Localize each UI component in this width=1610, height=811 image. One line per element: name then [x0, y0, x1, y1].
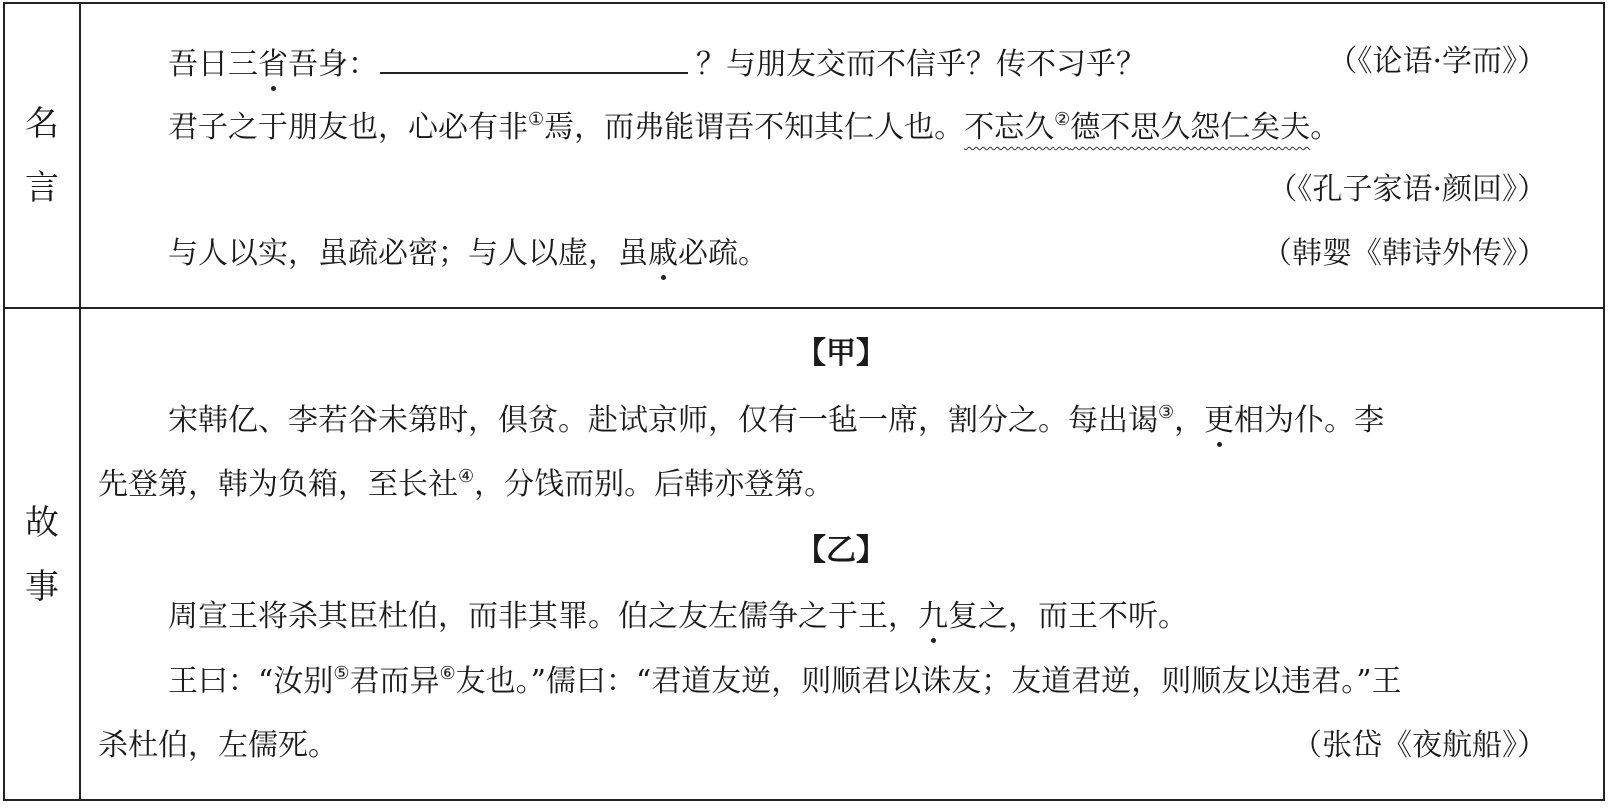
row-divider: [5, 307, 1603, 309]
fill-in-blank[interactable]: [380, 44, 688, 74]
footnote-2: ②: [1054, 109, 1071, 130]
story-yi-source: （张岱《夜航船》）: [1292, 728, 1547, 763]
saying-1: 吾日三省吾身： ？与朋友交而不信乎？传不习乎？: [168, 44, 1146, 85]
story-yi-heading: 【乙】: [796, 533, 886, 568]
story-yi-line-1: 周宣王将杀其臣杜伯，而非其罪。伯之友左儒争之于王，九复之，而王不听。: [168, 597, 1188, 637]
emphasis-dot-char: 省: [258, 45, 288, 85]
story-yi-line-2: 王曰：“汝别⑤君而异⑥友也。”儒曰：“君道友逆，则顺君以诛友；友道君逆，则顺友以违君。”王: [168, 663, 1402, 699]
passage-table: [3, 2, 1605, 801]
saying-2-source: （《孔子家语·颜回》）: [1267, 172, 1547, 207]
section-label-stories: 故 事: [25, 503, 59, 607]
story-jia-line-2: 先登第，韩为负箱，至长社④，分饯而别。后韩亦登第。: [98, 466, 835, 502]
column-divider: [79, 4, 81, 799]
footnote-5: ⑤: [333, 663, 350, 684]
emphasis-dot-char: 九: [918, 597, 948, 637]
emphasis-dot-char: 更: [1204, 401, 1234, 441]
saying-3: 与人以实，虽疏必密；与人以虚，虽戚必疏。: [168, 234, 768, 274]
footnote-3: ③: [1158, 402, 1175, 423]
section-label-sayings: 名 言: [25, 103, 59, 208]
story-jia-line-1: 宋韩亿、李若谷未第时，俱贫。赴试京师，仅有一毡一席，割分之。每出谒③，更相为仆。李: [168, 401, 1384, 441]
story-jia-heading: 【甲】: [796, 336, 886, 371]
saying-2: 君子之于朋友也，心必有非①焉，而弗能谓吾不知其仁人也。不忘久②德不思久怨仁矣夫。: [168, 109, 1341, 145]
wavy-underlined-sentence: 不忘久②德不思久怨仁矣夫: [964, 109, 1311, 145]
saying-1-source: （《论语·学而》）: [1327, 44, 1547, 79]
emphasis-dot-char: 戚: [648, 234, 678, 274]
footnote-6: ⑥: [439, 663, 456, 684]
footnote-4: ④: [458, 466, 475, 487]
footnote-1: ①: [528, 109, 545, 130]
story-yi-line-3: 杀杜伯，左儒死。: [98, 728, 338, 763]
saying-3-source: （韩婴《韩诗外传》）: [1262, 236, 1547, 271]
